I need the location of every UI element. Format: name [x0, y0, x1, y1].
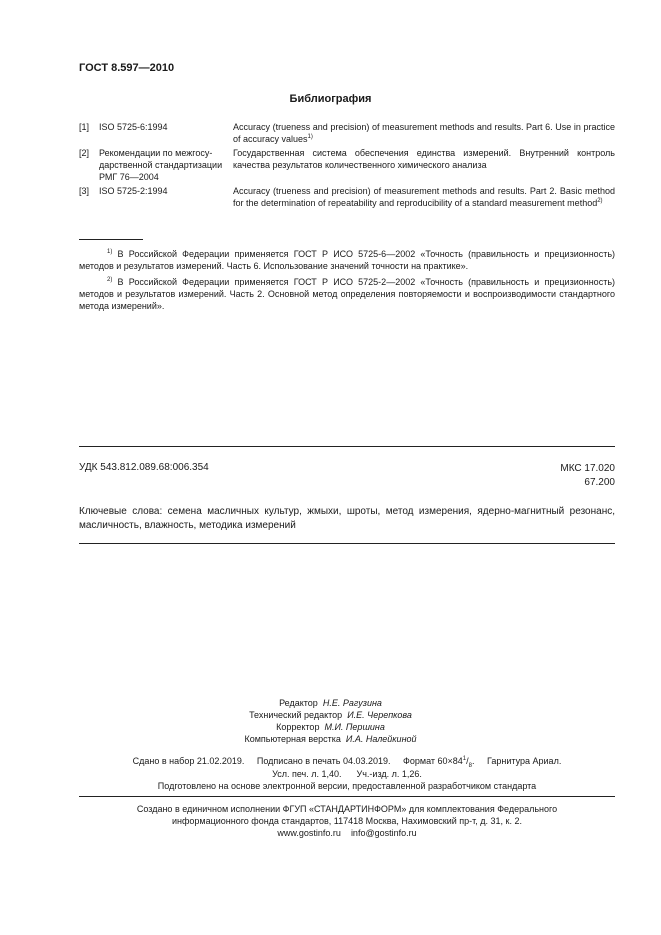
footnote — [79, 248, 615, 272]
bibliography-entry — [79, 147, 615, 185]
footnote-text: В Российской Федерации применяется ГОСТ Р ИСО 5725-6—2002 «Точность (правильность и прецизионность) методов и результатов измерений. Часть 6. Использование значений точности на практике». — [79, 249, 615, 271]
footnote-ref: 2) — [597, 198, 603, 204]
website-link[interactable]: www.gostinfo.ru — [277, 828, 341, 838]
entry-source: ISO 5725-6:1994 — [99, 122, 168, 132]
publication-prepared: Подготовлено на основе электронной версии, предоставленной разработчиком стандарта — [157, 781, 537, 791]
credits — [0, 697, 661, 745]
entry-source: ISO 5725-2:1994 — [99, 186, 168, 196]
entry-description: Accuracy (trueness and precision) of measurement methods and results. Part 2. Basic method for the determination of repeatability and reproducibility of a standard measurement method$^{2)}$ — [233, 186, 615, 208]
credit-line: Редактор Н.Е. Рагузина — [279, 698, 382, 708]
footnote-mark: 1) — [107, 249, 113, 255]
publication-dates: Сдано в набор 21.02.2019. Подписано в печать 04.03.2019. Формат $60\times 84^1/_8$. Гарнитура Ариал. — [132, 756, 562, 769]
footnote-ref: 1) — [307, 134, 313, 140]
entry-description: Accuracy (trueness and precision) of measurement methods and results. Part 6. Use in practice of accuracy values$^{1)}$ — [233, 122, 615, 144]
mks-code — [560, 462, 615, 490]
publisher-line: информационного фонда стандартов, 117418 Москва, Нахимовский пр-т, д. 31, к. 2. — [171, 816, 523, 826]
keywords: Ключевые слова: семена масличных культур, жмыхи, шроты, метод измерения, ядерно-магнитный резонанс, масличность, влажность, методика измерений — [79, 506, 615, 531]
bibliography-entry — [79, 121, 615, 147]
mks-line: МКС 17.020 — [560, 463, 615, 474]
email-link[interactable]: info@gostinfo.ru — [350, 828, 417, 838]
mks-line: 67.200 — [584, 477, 615, 488]
udk-code: УДК 543.812.089.68:006.354 — [79, 462, 209, 473]
publication-sheets: Усл. печ. л. 1,40. Уч.-изд. л. 1,26. — [272, 769, 422, 779]
document-code: ГОСТ 8.597—2010 — [79, 62, 175, 74]
divider — [79, 796, 615, 797]
publisher-contacts — [79, 827, 615, 839]
credit-line: Компьютерная верстка И.А. Налейкиной — [244, 734, 417, 744]
footnote-mark: 2) — [107, 277, 113, 283]
footnote-text: В Российской Федерации применяется ГОСТ Р ИСО 5725-2—2002 «Точность (правильность и прецизионность) методов и результатов измерений. Часть 2. Основной метод определения повторяемости и воспроизводимости стандартного метода измерений». — [79, 277, 615, 311]
entry-source: Рекомендации по межгосударственной стандартизации РМГ 76—2004 — [99, 148, 223, 182]
publisher-info — [79, 803, 615, 839]
divider — [79, 446, 615, 447]
footnote — [79, 276, 615, 312]
credit-line: Корректор М.И. Першина — [276, 722, 385, 732]
bibliography-title: Библиография — [289, 93, 372, 105]
entry-number: [2] — [79, 148, 90, 158]
divider — [79, 543, 615, 544]
publisher-line: Создано в единичном исполнении ФГУП «СТАНДАРТИНФОРМ» для комплектования Федерального — [136, 804, 558, 814]
bibliography-entry — [79, 185, 615, 223]
entry-number: [1] — [79, 122, 90, 132]
credit-line: Технический редактор И.Е. Черепкова — [249, 710, 412, 720]
footnote-separator — [79, 239, 143, 240]
entry-number: [3] — [79, 186, 90, 196]
entry-description: Государственная система обеспечения единства измерений. Внутренний контроль качества результатов количественного химического анализа — [233, 148, 615, 170]
